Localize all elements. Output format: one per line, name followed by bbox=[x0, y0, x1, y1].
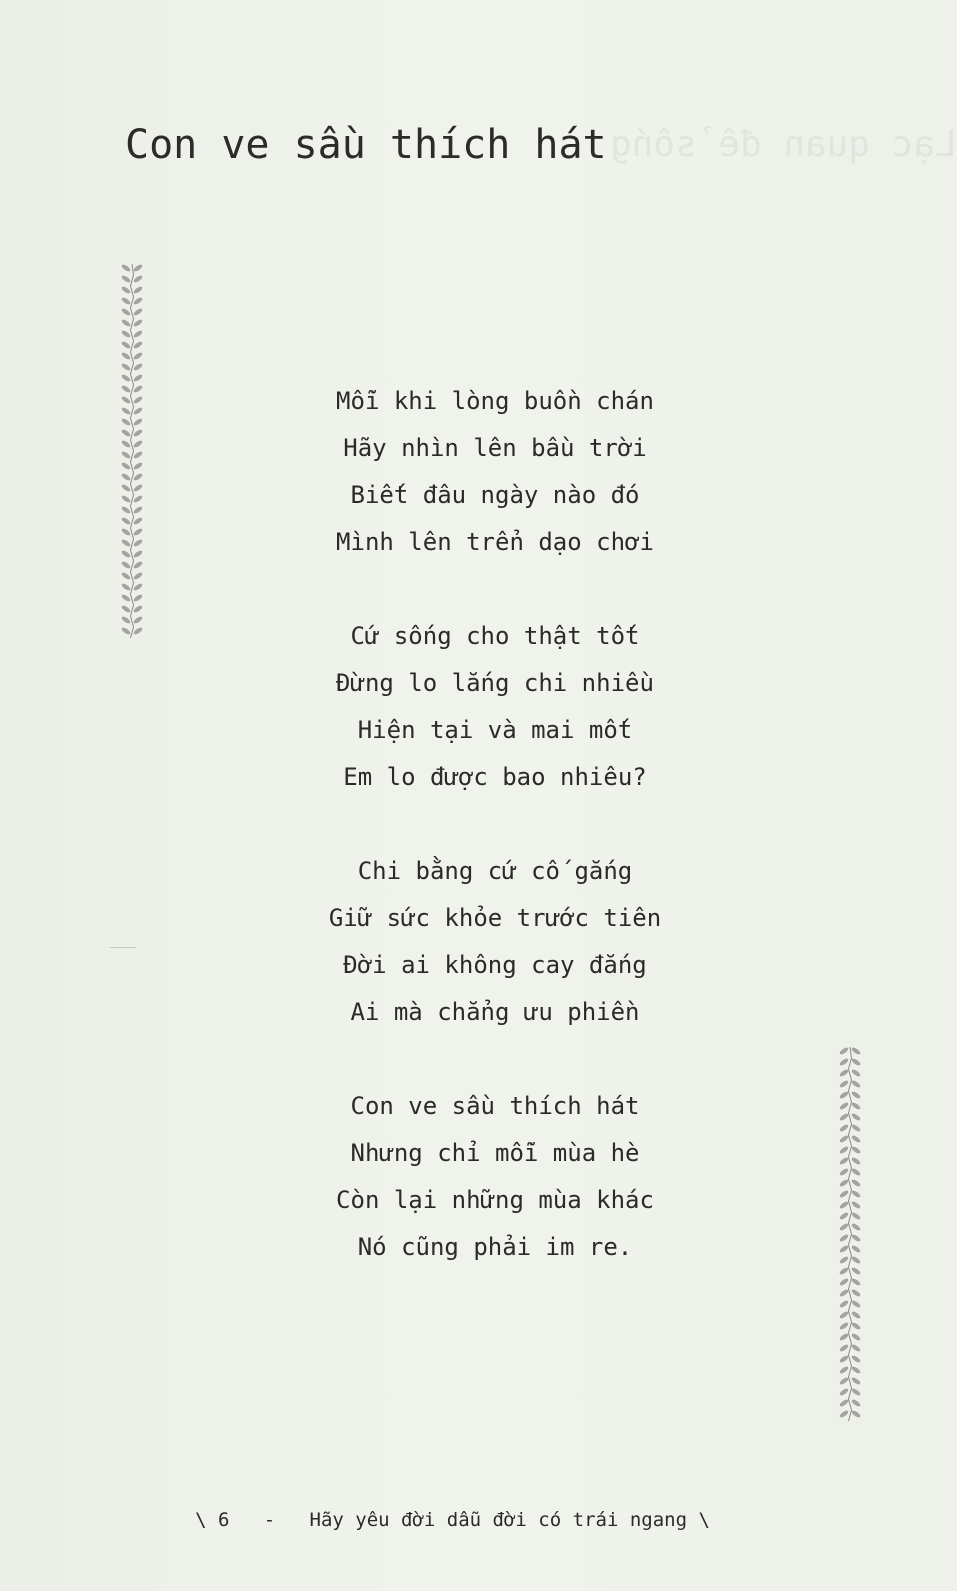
poem-line: Biết đâu ngày nào đó bbox=[350, 481, 640, 509]
vine-leaf bbox=[851, 1321, 862, 1330]
poem-line: Em lo được bao nhiêu? bbox=[343, 763, 647, 791]
vine-leaf bbox=[839, 1200, 850, 1209]
poem-line: Cứ sống cho thật tốt bbox=[350, 622, 640, 650]
poem-stanza bbox=[200, 613, 790, 801]
scan-mark bbox=[110, 947, 136, 948]
vine-leaf bbox=[121, 395, 132, 404]
vine-leaf bbox=[121, 571, 132, 580]
vine-leaf bbox=[851, 1398, 862, 1407]
vine-leaf bbox=[121, 351, 132, 360]
vine-leaf bbox=[839, 1321, 850, 1330]
vine-leaf bbox=[121, 516, 132, 525]
vine-leaf bbox=[121, 626, 132, 635]
vine-leaf bbox=[133, 593, 144, 602]
vine-leaf bbox=[133, 296, 144, 305]
poem-stanza bbox=[200, 1083, 790, 1271]
vine-leaf bbox=[851, 1068, 862, 1077]
vine-leaf bbox=[133, 626, 144, 635]
vine-leaf bbox=[839, 1365, 850, 1374]
vine-leaf bbox=[839, 1310, 850, 1319]
vine-leaf bbox=[121, 274, 132, 283]
vine-leaf bbox=[839, 1376, 850, 1385]
poem-line: Nhưng chỉ mỗi mùa hè bbox=[350, 1139, 640, 1167]
poem-line: Còn lại những mùa khác bbox=[336, 1186, 654, 1214]
vine-leaf bbox=[121, 362, 132, 371]
vine-leaf bbox=[851, 1145, 862, 1154]
vine-leaf bbox=[133, 263, 144, 272]
poem-line: Đời ai không cay đắng bbox=[343, 951, 647, 979]
vine-leaf bbox=[839, 1222, 850, 1231]
vine-leaf bbox=[133, 571, 144, 580]
vine-leaf bbox=[121, 340, 132, 349]
vine-leaf bbox=[851, 1409, 862, 1418]
vine-leaf bbox=[839, 1189, 850, 1198]
vine-leaf bbox=[851, 1365, 862, 1374]
poem-title: Con ve sầu thích hát bbox=[125, 122, 607, 168]
bleed-through-title: Lạc quan để sống bbox=[610, 124, 957, 165]
vine-leaf bbox=[851, 1156, 862, 1165]
vine-leaf bbox=[839, 1244, 850, 1253]
vine-leaf bbox=[851, 1057, 862, 1066]
vine-leaf bbox=[121, 582, 132, 591]
poem-body bbox=[200, 378, 790, 1318]
vine-leaf bbox=[121, 439, 132, 448]
vine-leaf bbox=[839, 1343, 850, 1352]
vine-leaf bbox=[121, 307, 132, 316]
vine-leaf bbox=[851, 1090, 862, 1099]
leaf-vine-icon bbox=[112, 262, 152, 637]
footer-separator: - bbox=[263, 1509, 276, 1531]
poem-line: Giữ sức khỏe trước tiên bbox=[328, 904, 662, 932]
vine-leaf bbox=[851, 1200, 862, 1209]
vine-leaf bbox=[839, 1068, 850, 1077]
vine-leaf bbox=[851, 1277, 862, 1286]
vine-leaf bbox=[133, 395, 144, 404]
vine-leaf bbox=[133, 615, 144, 624]
vine-leaf bbox=[851, 1343, 862, 1352]
vine-leaf bbox=[133, 483, 144, 492]
vine-leaf bbox=[133, 494, 144, 503]
poem-line: Mỗi khi lòng buồn chán bbox=[336, 387, 654, 415]
vine-leaf bbox=[839, 1211, 850, 1220]
vine-leaf bbox=[133, 461, 144, 470]
vine-leaf bbox=[133, 549, 144, 558]
vine-leaf bbox=[839, 1288, 850, 1297]
vine-leaf bbox=[133, 340, 144, 349]
page-number: 6 bbox=[217, 1509, 230, 1531]
vine-leaf bbox=[121, 505, 132, 514]
vine-leaf bbox=[121, 263, 132, 272]
poem-line: Hãy nhìn lên bầu trời bbox=[343, 434, 647, 462]
vine-leaf bbox=[851, 1354, 862, 1363]
vine-leaf bbox=[121, 560, 132, 569]
vine-leaf bbox=[121, 428, 132, 437]
poem-line: Con ve sầu thích hát bbox=[350, 1092, 640, 1120]
vine-leaf bbox=[133, 538, 144, 547]
vine-leaf bbox=[851, 1178, 862, 1187]
vine-leaf bbox=[121, 615, 132, 624]
poem-line: Mình lên trển dạo chơi bbox=[336, 528, 654, 556]
vine-leaf bbox=[839, 1178, 850, 1187]
vine-leaf bbox=[851, 1376, 862, 1385]
vine-leaf bbox=[839, 1057, 850, 1066]
vine-leaf bbox=[839, 1387, 850, 1396]
vine-leaf bbox=[133, 384, 144, 393]
vine-leaf bbox=[851, 1112, 862, 1121]
vine-leaf bbox=[851, 1233, 862, 1242]
vine-leaf bbox=[133, 439, 144, 448]
vine-leaf bbox=[121, 483, 132, 492]
vine-leaf bbox=[121, 549, 132, 558]
vine-leaf bbox=[839, 1255, 850, 1264]
vine-leaf bbox=[121, 450, 132, 459]
vine-leaf bbox=[851, 1079, 862, 1088]
vine-leaf bbox=[839, 1167, 850, 1176]
vine-leaf bbox=[133, 428, 144, 437]
vine-leaf bbox=[133, 582, 144, 591]
vine-leaf bbox=[133, 450, 144, 459]
vine-leaf bbox=[121, 494, 132, 503]
poem-line: Đừng lo lắng chi nhiều bbox=[336, 669, 654, 697]
vine-leaf bbox=[121, 472, 132, 481]
vine-leaf bbox=[851, 1101, 862, 1110]
vine-leaf bbox=[839, 1134, 850, 1143]
vine-leaf bbox=[851, 1310, 862, 1319]
vine-leaf bbox=[839, 1145, 850, 1154]
vine-leaf bbox=[121, 329, 132, 338]
vine-leaf bbox=[839, 1079, 850, 1088]
vine-leaf bbox=[121, 318, 132, 327]
vine-leaf bbox=[851, 1255, 862, 1264]
vine-leaf bbox=[839, 1090, 850, 1099]
vine-leaf bbox=[133, 527, 144, 536]
vine-leaf bbox=[133, 560, 144, 569]
vine-leaf bbox=[133, 362, 144, 371]
vine-leaf bbox=[133, 307, 144, 316]
vine-leaf bbox=[839, 1409, 850, 1418]
vine-leaf bbox=[851, 1332, 862, 1341]
vine-leaf bbox=[133, 274, 144, 283]
vine-leaf bbox=[121, 461, 132, 470]
vine-leaf bbox=[839, 1398, 850, 1407]
vine-leaf bbox=[839, 1299, 850, 1308]
footer-close-mark: \ bbox=[698, 1509, 710, 1531]
vine-leaf bbox=[133, 604, 144, 613]
vine-leaf bbox=[839, 1277, 850, 1286]
vine-leaf bbox=[839, 1332, 850, 1341]
vine-leaf bbox=[121, 417, 132, 426]
vine-leaf bbox=[121, 593, 132, 602]
vine-leaf bbox=[851, 1266, 862, 1275]
vine-leaf bbox=[851, 1288, 862, 1297]
vine-leaf bbox=[851, 1046, 862, 1055]
vine-leaf bbox=[839, 1112, 850, 1121]
poem-line: Ai mà chẳng ưu phiền bbox=[350, 998, 640, 1026]
vine-leaf bbox=[839, 1354, 850, 1363]
vine-leaf bbox=[851, 1123, 862, 1132]
vine-leaf bbox=[133, 351, 144, 360]
vine-leaf bbox=[121, 604, 132, 613]
vine-leaf bbox=[133, 406, 144, 415]
vine-leaf bbox=[851, 1134, 862, 1143]
poem-stanza bbox=[200, 848, 790, 1036]
vine-leaf bbox=[839, 1046, 850, 1055]
vine-leaf bbox=[133, 516, 144, 525]
vine-leaf bbox=[839, 1266, 850, 1275]
vine-leaf bbox=[121, 373, 132, 382]
vine-leaf bbox=[851, 1299, 862, 1308]
vine-leaf bbox=[121, 296, 132, 305]
poem-line: Hiện tại và mai mốt bbox=[357, 716, 633, 744]
vine-leaf bbox=[133, 285, 144, 294]
poem-line: Nó cũng phải im re. bbox=[357, 1233, 633, 1261]
vine-leaf bbox=[839, 1233, 850, 1242]
vine-leaf bbox=[133, 329, 144, 338]
vine-leaf bbox=[121, 406, 132, 415]
vine-leaf bbox=[133, 373, 144, 382]
footer-open-mark: \ bbox=[195, 1509, 207, 1531]
vine-leaf bbox=[133, 505, 144, 514]
vine-leaf bbox=[851, 1211, 862, 1220]
vine-leaf bbox=[851, 1167, 862, 1176]
vine-leaf bbox=[851, 1244, 862, 1253]
vine-leaf bbox=[133, 318, 144, 327]
vine-leaf bbox=[133, 472, 144, 481]
vine-leaf bbox=[851, 1189, 862, 1198]
vine-leaf bbox=[839, 1123, 850, 1132]
vine-leaf bbox=[133, 417, 144, 426]
vine-leaf bbox=[839, 1156, 850, 1165]
poem-stanza bbox=[200, 378, 790, 566]
vine-leaf bbox=[121, 527, 132, 536]
page-footer bbox=[0, 1509, 905, 1531]
vine-leaf bbox=[839, 1101, 850, 1110]
vine-leaf bbox=[121, 285, 132, 294]
running-book-title: Hãy yêu đời dẫu đời có trái ngang bbox=[309, 1509, 688, 1531]
vine-leaf bbox=[851, 1222, 862, 1231]
vine-leaf bbox=[121, 384, 132, 393]
leaf-vine-icon bbox=[830, 1045, 870, 1420]
vine-leaf bbox=[121, 538, 132, 547]
vine-leaf bbox=[851, 1387, 862, 1396]
poem-line: Chi bằng cứ cố gắng bbox=[357, 857, 633, 885]
